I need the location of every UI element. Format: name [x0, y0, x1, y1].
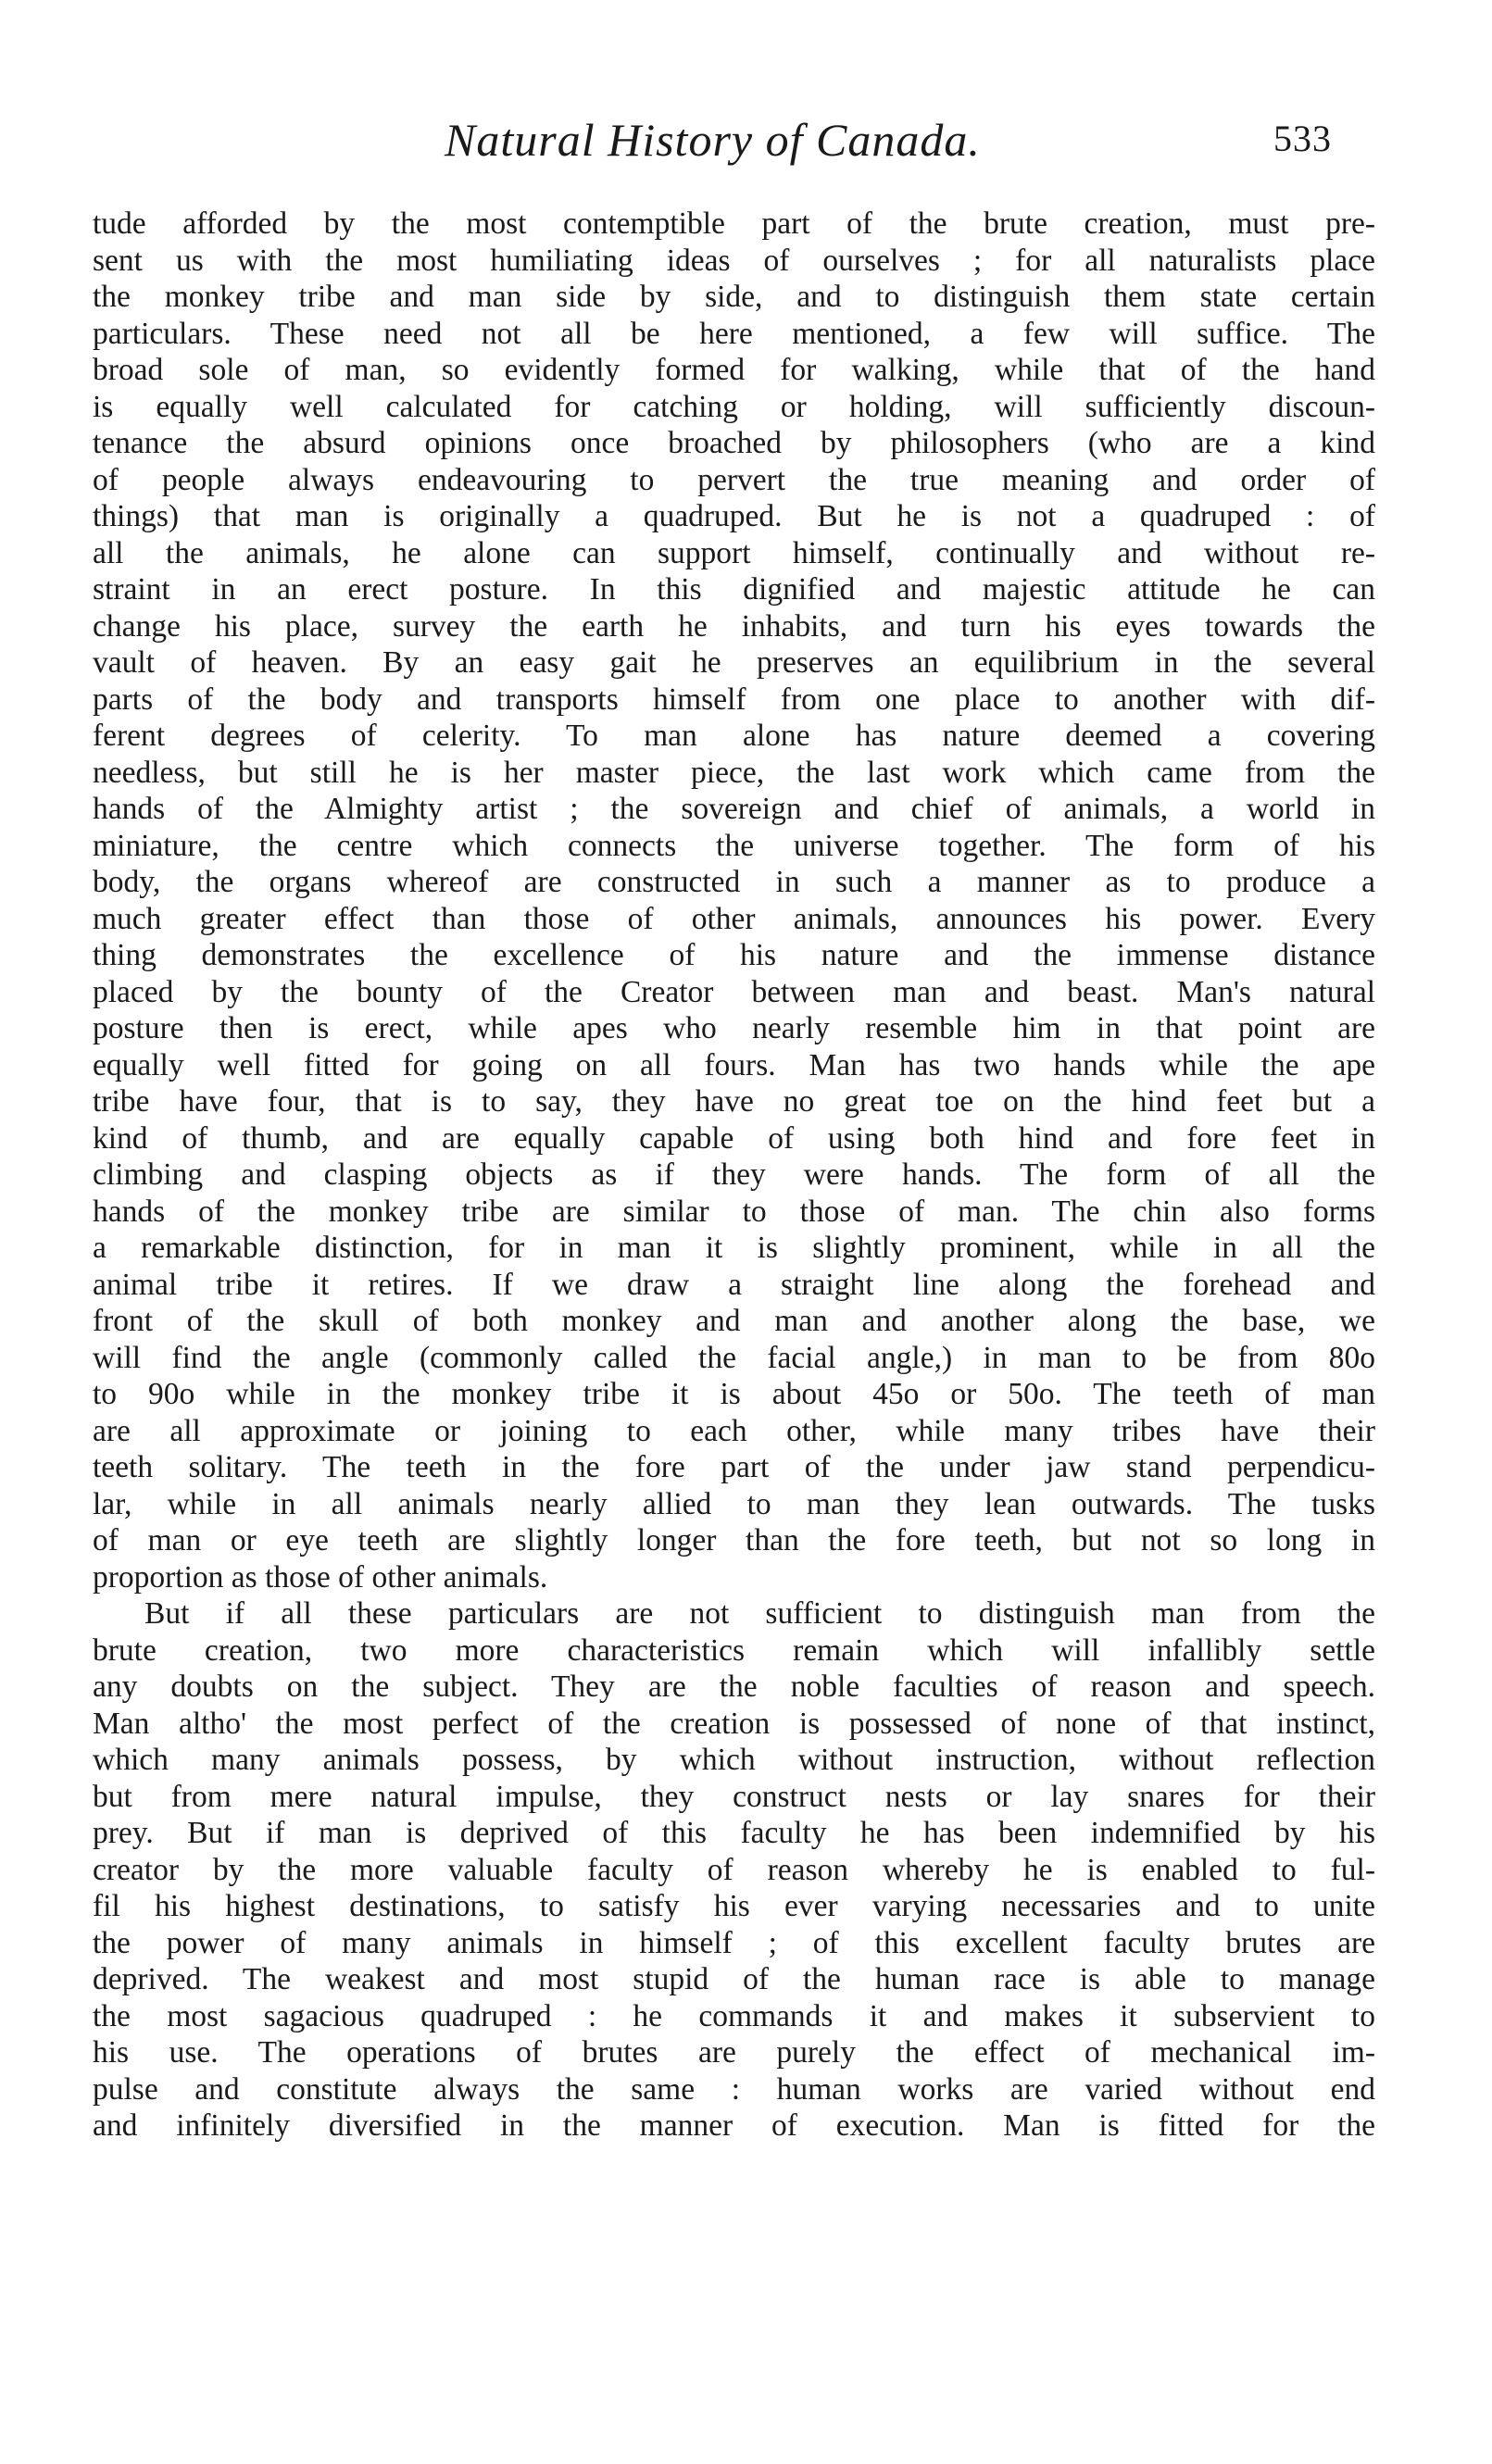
text-line: broad sole of man, so evidently formed for walking, while that of the hand [93, 353, 1375, 387]
text-line: parts of the body and transports himself from one place to another with dif- [93, 682, 1375, 717]
text-line: pulse and constitute always the same : human works are varied without end [93, 2071, 1375, 2107]
text-line: his use. The operations of brutes are purely the effect of mechanical im- [93, 2035, 1375, 2070]
text-line: are all approximate or joining to each other, while many tribes have their [93, 1413, 1375, 1448]
text-line: the most sagacious quadruped : he commands it and makes it subservient to [93, 1998, 1375, 2033]
text-line: prey. But if man is deprived of this faculty he has been indemnified by his [93, 1816, 1375, 1850]
text-line: climbing and clasping objects as if they were hands. The form of all the [93, 1157, 1375, 1192]
running-head [0, 113, 1492, 169]
text-line: sent us with the most humiliating ideas of ourselves ; for all naturalists place [93, 243, 1375, 278]
text-line: will find the angle (commonly called the facial angle,) in man to be from 80o [93, 1340, 1375, 1375]
text-line: hands of the monkey tribe are similar to those of man. The chin also forms [93, 1194, 1375, 1229]
text-line: of people always endeavouring to pervert the true meaning and order of [93, 462, 1375, 497]
paragraph [93, 206, 1375, 1595]
text-line: posture then is erect, while apes who nearly resemble him in that point are [93, 1011, 1375, 1045]
text-line: and infinitely diversified in the manner of execution. Man is fitted for the [93, 2108, 1375, 2143]
text-line: deprived. The weakest and most stupid of the human race is able to manage [93, 1962, 1375, 1996]
text-line: straint in an erect posture. In this dignified and majestic attitude he can [93, 572, 1375, 607]
text-line: equally well fitted for going on all fours. Man has two hands while the ape [93, 1047, 1375, 1082]
text-line: placed by the bounty of the Creator between man and beast. Man's natural [93, 974, 1375, 1009]
text-line: But if all these particulars are not sufficient to distinguish man from the [144, 1596, 1375, 1631]
text-line: is equally well calculated for catching or holding, will sufficiently discoun- [93, 389, 1375, 424]
text-line: kind of thumb, and are equally capable of using both hind and fore feet in [93, 1120, 1375, 1156]
text-line: animal tribe it retires. If we draw a straight line along the forehead and [93, 1267, 1375, 1302]
text-line: to 90o while in the monkey tribe it is about 45o or 50o. The teeth of man [93, 1377, 1375, 1411]
text-line: needless, but still he is her master piece, the last work which came from the [93, 755, 1375, 790]
text-line: all the animals, he alone can support himself, continually and without re- [93, 535, 1375, 570]
text-line: front of the skull of both monkey and man and another along the base, we [93, 1304, 1375, 1338]
running-title: Natural History of Canada. [445, 114, 981, 166]
text-line: vault of heaven. By an easy gait he preserves an equilibrium in the several [93, 645, 1375, 680]
text-line: creator by the more valuable faculty of reason whereby he is enabled to ful- [93, 1852, 1375, 1887]
text-line: thing demonstrates the excellence of his nature and the immense distance [93, 938, 1375, 972]
text-line: much greater effect than those of other animals, announces his power. Every [93, 901, 1375, 936]
text-line: fil his highest destinations, to satisfy his ever varying necessaries and to unite [93, 1889, 1375, 1923]
text-line: things) that man is originally a quadruped. But he is not a quadruped : of [93, 499, 1375, 533]
text-line: ferent degrees of celerity. To man alone has nature deemed a covering [93, 719, 1375, 753]
text-line: but from mere natural impulse, they construct nests or lay snares for their [93, 1779, 1375, 1814]
paragraph [93, 1595, 1375, 2145]
text-line: the power of many animals in himself ; of this excellent faculty brutes are [93, 1925, 1375, 1960]
text-line: lar, while in all animals nearly allied to man they lean outwards. The tusks [93, 1486, 1375, 1521]
text-line: tenance the absurd opinions once broached by philosophers (who are a kind [93, 426, 1375, 460]
text-line: brute creation, two more characteristics remain which will infallibly settle [93, 1632, 1375, 1668]
text-line: tude afforded by the most contemptible part of the brute creation, must pre- [93, 206, 1375, 241]
body-text [93, 206, 1375, 2145]
text-line: tribe have four, that is to say, they have no great toe on the hind feet but a [93, 1084, 1375, 1119]
page-number: 533 [1273, 118, 1332, 159]
text-line: any doubts on the subject. They are the noble faculties of reason and speech. [93, 1670, 1375, 1704]
text-line: of man or eye teeth are slightly longer than the fore teeth, but not so long in [93, 1523, 1375, 1557]
text-line: a remarkable distinction, for in man it is slightly prominent, while in all the [93, 1231, 1375, 1265]
text-line: which many animals possess, by which without instruction, without reflection [93, 1743, 1375, 1777]
text-line: body, the organs whereof are constructed in such a manner as to produce a [93, 865, 1375, 899]
text-line: the monkey tribe and man side by side, and to distinguish them state certain [93, 280, 1375, 314]
text-line: teeth solitary. The teeth in the fore part of the under jaw stand perpendicu- [93, 1450, 1375, 1484]
text-line: hands of the Almighty artist ; the sovereign and chief of animals, a world in [93, 792, 1375, 826]
text-line: Man altho' the most perfect of the creation is possessed of none of that instinct, [93, 1706, 1375, 1741]
text-line: particulars. These need not all be here mentioned, a few will suffice. The [93, 316, 1375, 351]
text-line: proportion as those of other animals. [93, 1559, 548, 1595]
text-line: change his place, survey the earth he inhabits, and turn his eyes towards the [93, 608, 1375, 644]
text-line: miniature, the centre which connects the universe together. The form of his [93, 828, 1375, 863]
